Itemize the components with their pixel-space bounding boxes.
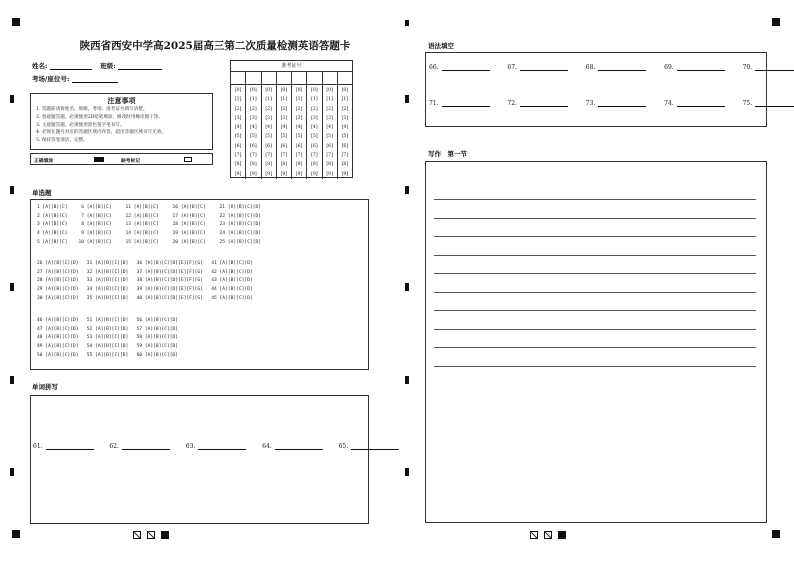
notice-item: 2. 客观题答题，必须使用2B铅笔填涂，修改时用橡皮擦干净。 (36, 114, 163, 120)
name-field[interactable] (50, 62, 92, 70)
ticket-digit-bubble[interactable]: [6] (265, 143, 272, 149)
grammar-item-67[interactable]: 67. (507, 64, 568, 71)
writing-line (434, 292, 756, 293)
ticket-digit-bubble[interactable]: [8] (311, 162, 318, 168)
ticket-digit-bubble[interactable]: [4] (234, 125, 242, 131)
ticket-digit-bubble[interactable]: [0] (341, 88, 349, 93)
writing-line (434, 347, 756, 348)
admission-ticket-grid (230, 60, 353, 178)
ticket-digit-bubble[interactable]: [4] (326, 125, 333, 131)
timing-mark (405, 20, 409, 26)
writing-line (434, 310, 756, 311)
grammar-item-68[interactable]: 68. (586, 64, 647, 71)
ticket-digit-bubble[interactable]: [5] (311, 134, 318, 140)
ticket-digit-bubble[interactable]: [7] (311, 153, 318, 159)
name-field-row (32, 61, 162, 70)
timing-mark (10, 376, 14, 384)
timing-mark (405, 95, 409, 103)
ticket-digit-bubble[interactable]: [2] (250, 106, 257, 112)
ticket-digit-bubble[interactable]: [6] (234, 143, 242, 149)
writing-line (434, 199, 756, 200)
ticket-digit-bubble[interactable]: [4] (280, 125, 288, 131)
ticket-digit-column (307, 85, 322, 179)
ticket-digit-bubble[interactable]: [6] (250, 143, 257, 149)
ticket-digit-bubble[interactable]: [0] (295, 88, 303, 93)
class-field[interactable] (118, 62, 162, 70)
spelling-item-61[interactable]: 61. (33, 443, 94, 450)
ticket-digit-bubble[interactable]: [5] (234, 134, 242, 140)
single-choice-box (30, 199, 369, 370)
ticket-digit-bubble[interactable]: [7] (326, 153, 333, 159)
grammar-item-71[interactable]: 71. (429, 100, 490, 107)
writing-line (434, 236, 756, 237)
ticket-digit-column (262, 85, 277, 179)
answer-row[interactable]: 2 [A][B][C] 7 [A][B][C] 12 [A][B][C] 17 [A][B][C] 22 [A][B][C][D] (37, 213, 262, 219)
ticket-digit-bubble[interactable]: [1] (326, 97, 333, 103)
timing-mark (405, 376, 409, 384)
grammar-item-70[interactable]: 70. (743, 64, 794, 71)
ticket-header: 准考证号 (231, 61, 352, 72)
spelling-item-65[interactable]: 65. (339, 443, 400, 450)
ticket-digit-bubble[interactable]: [7] (341, 153, 349, 159)
ticket-digit-column (323, 85, 338, 179)
ticket-digit-bubble[interactable]: [0] (326, 88, 333, 93)
ticket-digit-bubble[interactable]: [1] (280, 97, 288, 103)
ticket-digit-bubble[interactable]: [9] (250, 171, 257, 177)
missing-mark-checkbox[interactable] (184, 157, 192, 162)
ticket-digit-bubble[interactable]: [0] (250, 88, 257, 93)
ticket-digit-bubble[interactable]: [8] (265, 162, 272, 168)
ticket-digit-bubble[interactable]: [4] (295, 125, 303, 131)
ticket-digit-bubble[interactable]: [9] (326, 171, 333, 177)
spelling-heading: 单词拼写 (32, 383, 58, 391)
ticket-digit-bubble[interactable]: [3] (265, 115, 272, 121)
ticket-digit-bubble[interactable]: [2] (311, 106, 318, 112)
ticket-digit-bubble[interactable]: [9] (265, 171, 272, 177)
ticket-digit-bubble[interactable]: [9] (341, 171, 349, 177)
seat-field-row (32, 74, 118, 83)
notice-item: 3. 主观题答题，必须使用黑色签字笔书写。 (36, 122, 125, 128)
writing-line (434, 218, 756, 219)
timing-mark (405, 468, 409, 476)
notice-title: 注意事项 (107, 96, 136, 105)
ticket-digit-bubble[interactable]: [6] (326, 143, 333, 149)
ticket-digit-bubble[interactable]: [1] (250, 97, 257, 103)
ticket-digit-bubble[interactable]: [6] (295, 143, 303, 149)
writing-box[interactable] (425, 161, 767, 523)
timing-mark (405, 186, 409, 194)
writing-line (434, 329, 756, 330)
ticket-digit-bubble[interactable]: [5] (341, 134, 349, 140)
timing-mark (10, 186, 14, 194)
grammar-item-72[interactable]: 72. (507, 100, 568, 107)
ticket-digit-bubble[interactable]: [1] (341, 97, 349, 103)
ticket-digit-bubble[interactable]: [1] (295, 97, 303, 103)
correct-fill-label: 正确填涂 (34, 158, 54, 164)
ticket-digit-bubble[interactable]: [7] (280, 153, 288, 159)
ticket-digit-bubble[interactable]: [3] (326, 115, 333, 121)
ticket-digit-bubble[interactable]: [2] (341, 106, 349, 112)
grammar-item-69[interactable]: 69. (664, 64, 725, 71)
ticket-digit-column (338, 85, 352, 179)
writing-line (434, 255, 756, 256)
answer-row[interactable]: 5 [A][B][C] 10 [A][B][C] 15 [A][B][C] 20 [A][B][C] 25 [A][B][C][D] (37, 239, 262, 245)
grammar-box (425, 52, 767, 127)
answer-row[interactable]: 4 [A][B][C] 9 [A][B][C] 14 [A][B][C] 19 [A][B][C] 24 [A][B][C][D] (37, 231, 262, 237)
writing-heading: 写作 第一节 (428, 150, 467, 158)
writing-line (434, 366, 756, 367)
ticket-digit-bubble[interactable]: [7] (234, 153, 242, 159)
missing-mark-label: 缺考标记 (121, 158, 141, 164)
legend-box (30, 153, 213, 165)
class-label: 班级: (100, 62, 116, 70)
page-code-box (530, 531, 538, 539)
ticket-digit-bubble[interactable]: [8] (341, 162, 349, 168)
timing-mark (10, 468, 14, 476)
ticket-digit-bubble[interactable]: [3] (311, 115, 318, 121)
ticket-digit-column (277, 85, 292, 179)
ticket-digit-bubble[interactable]: [9] (295, 171, 303, 177)
page-code-box (544, 531, 552, 539)
writing-line (434, 273, 756, 274)
ticket-digit-bubble[interactable]: [8] (280, 162, 288, 168)
ticket-digit-bubble[interactable]: [1] (311, 97, 318, 103)
ticket-digit-bubble[interactable]: [4] (311, 125, 318, 131)
ticket-digit-bubble[interactable]: [3] (341, 115, 349, 121)
correct-fill-sample (94, 157, 104, 162)
answer-row[interactable]: 30 [A][B][C][D] 35 [A][B][C][D] 40 [A][B][C][D][E][F][G] 45 [A][B][C][D] (37, 295, 253, 301)
timing-mark (10, 283, 14, 291)
page-title: 陕西省西安中学高2025届高三第二次质量检测英语答题卡 (79, 40, 351, 52)
ticket-digit-bubble[interactable]: [8] (250, 162, 257, 168)
single-choice-heading: 单选题 (32, 189, 52, 197)
grammar-heading: 语法填空 (428, 42, 454, 50)
ticket-digit-bubble[interactable]: [3] (295, 115, 303, 121)
notice-item: 1. 答题前请将姓名、班级、考场、准考证号填写清楚。 (36, 107, 148, 112)
grammar-item-73[interactable]: 73. (586, 100, 647, 107)
ticket-digit-bubble[interactable]: [7] (265, 153, 272, 159)
answer-row[interactable]: 29 [A][B][C][D] 34 [A][B][C][D] 39 [A][B][C][D][E][F][G] 44 [A][B][C][D] (37, 287, 253, 293)
page-code-mark (558, 531, 566, 539)
ticket-digit-bubble[interactable]: [8] (234, 162, 242, 168)
ticket-digit-bubble[interactable]: [3] (280, 115, 288, 121)
ticket-digit-bubble[interactable]: [1] (234, 97, 242, 103)
ticket-digit-bubble[interactable]: [2] (326, 106, 333, 112)
name-label: 姓名: (32, 62, 48, 70)
ticket-digit-bubble[interactable]: [3] (234, 115, 242, 121)
spelling-box (30, 395, 369, 524)
ticket-digit-bubble[interactable]: [8] (295, 162, 303, 168)
ticket-digit-column (292, 85, 307, 179)
ticket-digit-bubble[interactable]: [5] (295, 134, 303, 140)
answer-row[interactable]: 48 [A][B][C][D] 53 [A][B][C][D] 58 [A][B][C][D] (37, 335, 179, 341)
grammar-item-66[interactable]: 66. (429, 64, 490, 71)
notice-item: 5. 保持答卷清洁、完整。 (36, 138, 88, 144)
ticket-digit-bubble[interactable]: [9] (311, 171, 318, 177)
answer-row[interactable]: 50 [A][B][C][D] 55 [A][B][C][D] 60 [A][B][C][D] (37, 352, 179, 358)
spelling-item-64[interactable]: 64. (262, 443, 323, 450)
corner-mark-bottom-left (12, 530, 20, 538)
ticket-digit-column (246, 85, 261, 179)
answer-row[interactable]: 49 [A][B][C][D] 54 [A][B][C][D] 59 [A][B][C][D] (37, 344, 179, 350)
ticket-digit-bubble[interactable]: [2] (295, 106, 303, 112)
ticket-digit-bubble[interactable]: [5] (250, 134, 257, 140)
ticket-digit-bubble[interactable]: [2] (280, 106, 288, 112)
ticket-digit-bubble[interactable]: [7] (295, 153, 303, 159)
ticket-digit-bubble[interactable]: [8] (326, 162, 333, 168)
ticket-digit-bubble[interactable]: [6] (311, 143, 318, 149)
answer-row[interactable]: 47 [A][B][C][D] 52 [A][B][C][D] 57 [A][B][C][D] (37, 326, 179, 332)
ticket-digit-column (231, 85, 246, 179)
page-code-box (147, 531, 155, 539)
ticket-digit-bubble[interactable]: [4] (265, 125, 272, 131)
timing-mark (405, 283, 409, 291)
timing-mark (10, 95, 14, 103)
seat-field[interactable] (72, 75, 118, 83)
notice-box (30, 93, 213, 150)
ticket-digit-bubble[interactable]: [4] (341, 125, 349, 131)
corner-mark-top-right (772, 18, 780, 26)
ticket-digit-bubble[interactable]: [7] (250, 153, 257, 159)
ticket-digit-bubble[interactable]: [4] (250, 125, 257, 131)
ticket-digit-bubble[interactable]: [0] (311, 88, 318, 93)
grammar-item-74[interactable]: 74. (664, 100, 725, 107)
ticket-digit-bubble[interactable]: [6] (280, 143, 288, 149)
corner-mark-bottom-right (772, 530, 780, 538)
answer-row[interactable]: 28 [A][B][C][D] 33 [A][B][C][D] 38 [A][B][C][D][E][F][G] 43 [A][B][C][D] (37, 278, 253, 284)
ticket-digit-bubble[interactable]: [2] (234, 106, 242, 112)
ticket-digit-bubble[interactable]: [1] (265, 97, 272, 103)
corner-mark-top-left (12, 18, 20, 26)
page-code-box (133, 531, 141, 539)
ticket-digit-bubble[interactable]: [5] (326, 134, 333, 140)
ticket-digit-bubble[interactable]: [5] (265, 134, 272, 140)
spelling-item-62[interactable]: 62. (109, 443, 170, 450)
ticket-digit-bubble[interactable]: [0] (234, 88, 242, 93)
page-code-mark (161, 531, 169, 539)
ticket-digit-bubble[interactable]: [5] (280, 134, 288, 140)
answer-row[interactable]: 27 [A][B][C][D] 32 [A][B][C][D] 37 [A][B][C][D][E][F][G] 42 [A][B][C][D] (37, 269, 253, 275)
ticket-digit-bubble[interactable]: [0] (280, 88, 288, 93)
ticket-digit-bubble[interactable]: [9] (280, 171, 288, 177)
answer-row[interactable]: 26 [A][B][C][D] 31 [A][B][C][D] 36 [A][B][C][D][E][F][G] 41 [A][B][C][D] (37, 261, 253, 266)
ticket-digit-bubble[interactable]: [3] (250, 115, 257, 121)
answer-row[interactable]: 3 [A][B][C] 8 [A][B][C] 13 [A][B][C] 18 [A][B][C] 23 [A][B][C][D] (37, 222, 262, 228)
seat-label: 考场/座位号: (32, 75, 70, 83)
answer-row[interactable]: 1 [A][B][C] 6 [A][B][C] 11 [A][B][C] 16 [A][B][C] 21 [A][B][C][D] (37, 205, 262, 210)
answer-row[interactable]: 46 [A][B][C][D] 51 [A][B][C][D] 56 [A][B][C][D] (37, 318, 179, 323)
ticket-digit-bubble[interactable]: [9] (234, 171, 242, 177)
ticket-digit-bubble[interactable]: [0] (265, 88, 272, 93)
spelling-item-63[interactable]: 63. (186, 443, 247, 450)
notice-item: 4. 必须在题号对应的答题区域内作答，超出答题区域书写无效。 (36, 130, 166, 136)
ticket-digit-bubble[interactable]: [6] (341, 143, 349, 149)
grammar-item-75[interactable]: 75. (743, 100, 794, 107)
ticket-digit-bubble[interactable]: [2] (265, 106, 272, 112)
